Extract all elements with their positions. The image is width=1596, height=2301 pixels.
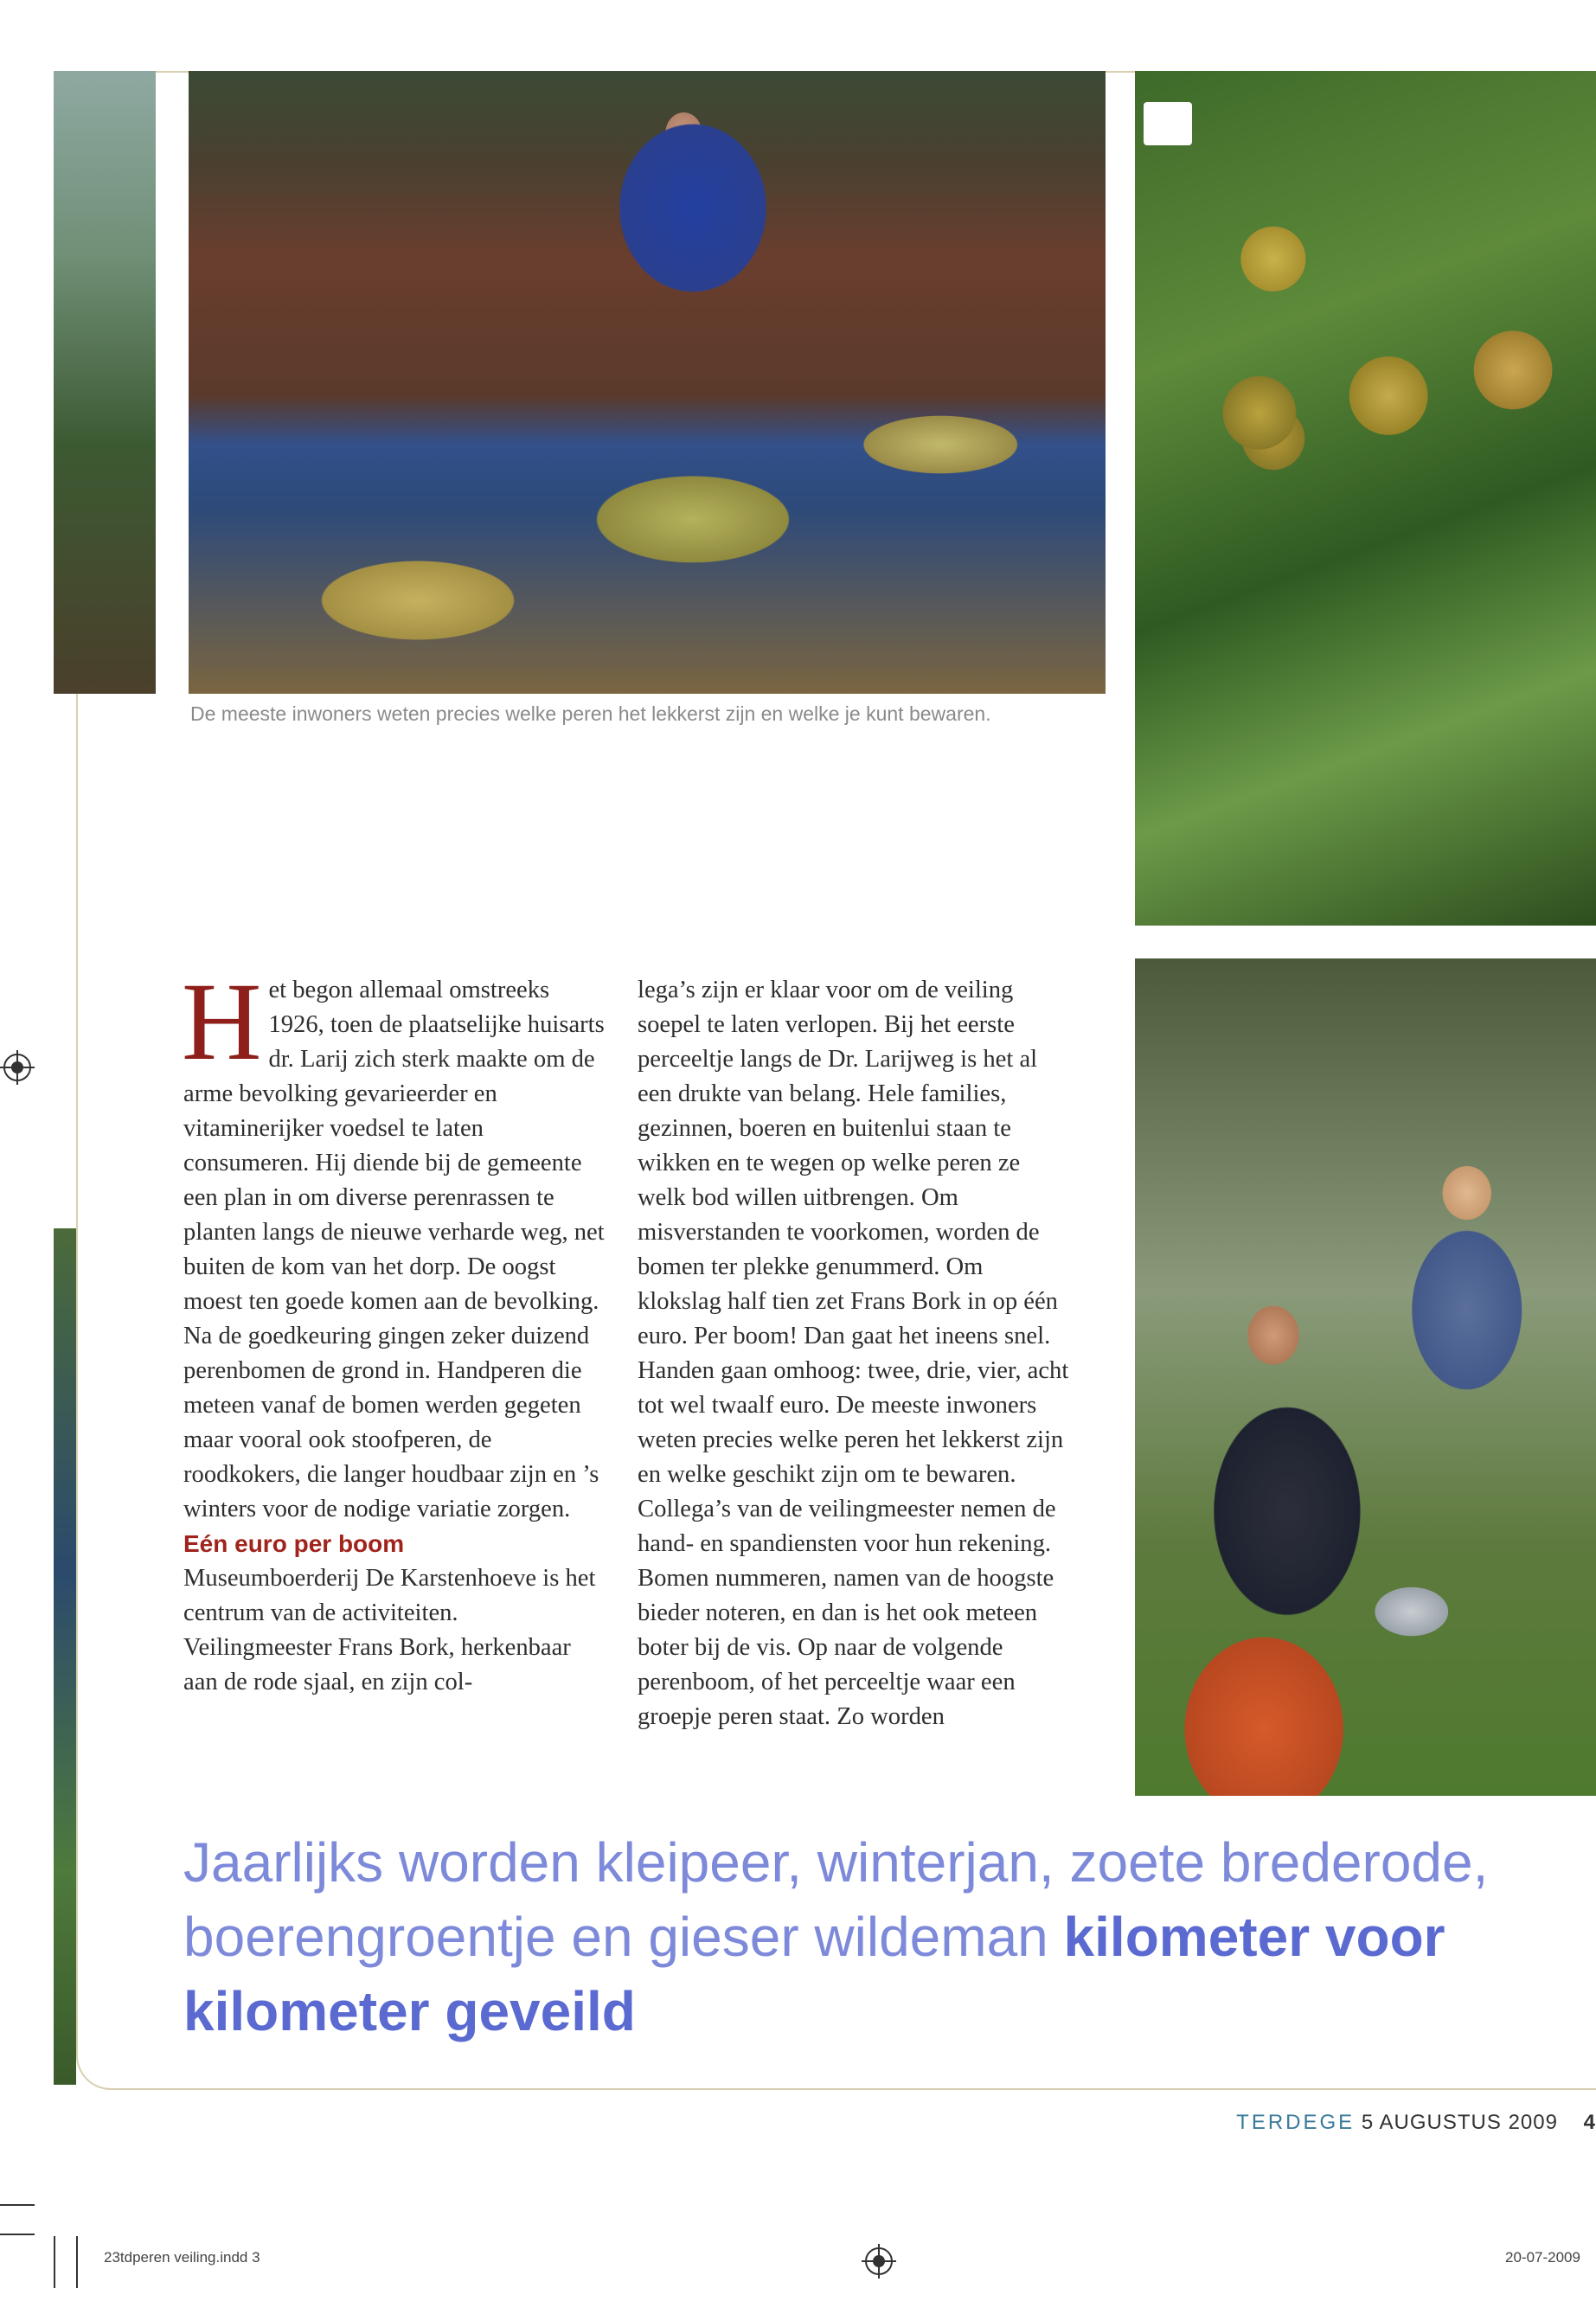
intro-paragraph	[182, 960, 607, 1319]
photo-tag	[1144, 102, 1192, 145]
slug-filename: 23tdperen veiling.indd 3	[104, 2249, 260, 2266]
issue-date: 5 AUGUSTUS 2009	[1361, 2111, 1558, 2134]
photo-family-picking	[1135, 958, 1596, 1796]
paragraph-3: Museumboerderij De Karstenhoeve is het centrum van de activiteiten. Veilingmeester Frans Bork, herkenbaar aan de rode sjaal, en zijn col-	[183, 1565, 596, 1695]
pull-quote-bold: kilometer voor kilometer geveild	[183, 1906, 1445, 2042]
intro-text: et begon allemaal omstreeks 1926, toen de plaatselijke huisarts dr. Larij zich sterk maakte om de arme bevolking gevarieerder en vitaminerijker voedsel te laten consumeren. Hij diende bij de gemeente een plan in om diverse perenrassen te planten langs de nieuwe verharde weg, net buiten de kom van het dorp. De oogst moest ten goede komen aan de bevolking.	[183, 977, 605, 1315]
photo-left-strip	[54, 71, 156, 694]
article-column-1	[182, 960, 607, 1700]
magazine-name: TERDEGE	[1236, 2111, 1356, 2134]
slug-date: 20-07-2009	[1505, 2249, 1580, 2266]
drop-cap: H	[182, 960, 262, 1083]
registration-mark-left	[3, 1054, 31, 1081]
registration-mark-bottom	[865, 2247, 893, 2275]
photo-caption: De meeste inwoners weten precies welke peren het lekkerst zijn en welke je kunt bewaren.	[190, 702, 991, 725]
crop-mark	[0, 2234, 35, 2235]
crop-mark	[0, 2204, 35, 2206]
photo-left-strip-lower	[54, 1228, 76, 2085]
column-2-text: lega’s zijn er klaar voor om de veiling soepel te laten verlopen. Bij het eerste perceeltje langs de Dr. Larijweg is het al een drukte van belang. Hele families, gezinnen, boeren en buitenlui staan te wikken en te wegen op welke peren ze welk bod willen uitbrengen. Om misverstanden te voorkomen, worden de bomen ter plekke genummerd. Om klokslag half tien zet Frans Bork in op één euro. Per boom! Dan gaat het ineens snel. Handen gaan omhoog: twee, drie, vier, acht tot wel twaalf euro. De meeste inwoners weten precies welke peren het lekkerst zijn en welke geschikt zijn om te bewaren. Collega’s van de veilingmeester nemen de hand- en spandiensten voor hun rekening. Bomen nummeren, namen van de hoogste bieder noteren, en dan is het ook meteen boter bij de vis. Op naar de volgende perenboom, of het perceeltje waar een groepje peren staat. Zo worden	[638, 977, 1069, 1730]
page-number: 4	[1583, 2111, 1596, 2134]
subheading: Eén euro per boom	[183, 1530, 405, 1557]
paragraph-2: Na de goedkeuring gingen zeker duizend perenbomen de grond in. Handperen die meteen vanaf de bomen werden gegeten maar vooral ook stoofperen, de roodkokers, die langer houdbaar zijn en ’s winters voor de nodige variatie zorgen.	[183, 1323, 599, 1522]
pull-quote	[183, 1825, 1585, 2048]
folio	[1228, 2111, 1596, 2135]
pull-quote-light: Jaarlijks worden kleipeer, winterjan, zoete brederode, boerengroentje en gieser wildeman	[183, 1831, 1489, 1968]
photo-pear-tree	[1135, 71, 1596, 926]
photo-pear-baskets	[189, 71, 1106, 694]
crop-mark	[54, 2236, 55, 2288]
crop-mark	[76, 2236, 78, 2288]
article-column-2	[638, 973, 1070, 1734]
